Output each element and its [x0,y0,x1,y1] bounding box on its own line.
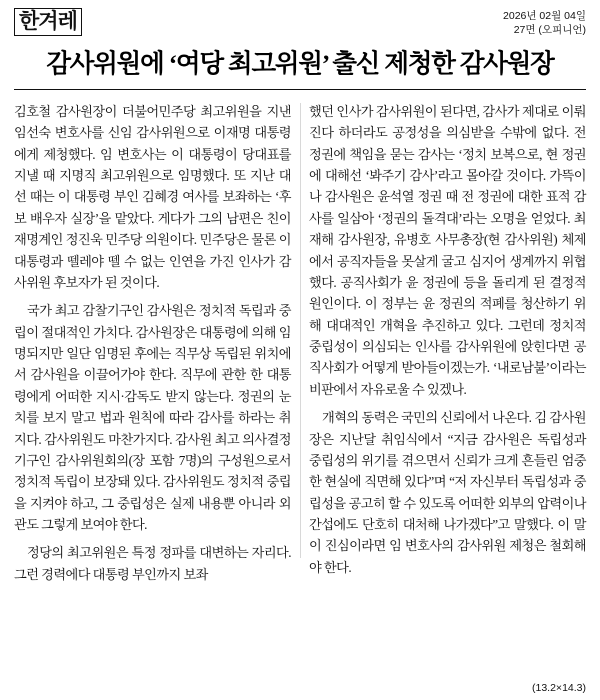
page-section: 27면 (오피니언) [513,24,586,37]
paragraph: 정당의 최고위원은 특정 정파를 대변하는 자리다. 그런 경력에다 대통령 부인까지 보좌 [14,545,291,582]
issue-date: 2026년 02월 04일 [503,10,586,22]
column-right [309,101,586,592]
masthead [14,8,586,42]
column-divider [300,103,301,558]
issue-info [503,8,586,37]
article-headline: 감사위원에 ‘여당 최고위원’ 출신 제청한 감사원장 [46,49,554,78]
headline-divider [14,89,586,90]
paragraph: 개혁의 동력은 국민의 신뢰에서 나온다. 김 감사원장은 지난달 취임식에서 “지금 감사원은 독립성과 중립성의 위기를 겪으면서 신뢰가 크게 흔들린 엄중한 현실에 직면해 있다”며 “저 자신부터 독립성과 중립성을 공고히 할 수 있도록 어떠한 외부의 압력이나 간섭에도 단호히 대처해 나가겠다”고 말했다. 이 말이 진심이라면 임 변호사의 감사위원 제청은 철회해야 한다. [309,410,586,575]
article-body [14,101,586,592]
paragraph: 했던 인사가 감사위원이 된다면, 감사가 제대로 이뤄진다 하더라도 공정성을 의심받을 수밖에 없다. 전 정권에 책임을 묻는 감사는 ‘정치 보복으로, 현 정권에 대해선 ‘봐주기 감사’라고 몰아갈 것이다. 가뜩이나 감사원은 윤석열 정권 때 전 정권에 대한 표적 감사를 일삼아 ‘정권의 돌격대’라는 오명을 얻었다. 최재해 감사원장, 유병호 사무총장(현 감사위원) 체제에서 공직자들을 못살게 굴고 심지어 생계까지 위협했다. 공직사회가 윤 정권에 등을 돌리게 된 결정적 원인이다. 이 정부는 윤 정권의 적폐를 청산하기 위해 대대적인 개혁을 추진하고 있다. 그런데 정치적 중립성이 의심되는 인사를 감사위원에 앉힌다면 공직사회가 어떻게 받아들이겠는가. ‘내로남불’이라는 비판에서 자유로울 수 있겠나. [309,103,586,397]
column-left [14,101,291,592]
paragraph: 국가 최고 감찰기구인 감사원은 정치적 독립과 중립이 절대적인 가치다. 감사원장은 대통령에 의해 임명되지만 일단 임명된 후에는 직무상 독립된 위치에서 감사원을 이끌어가야 한다. 직무에 관한 한 대통령에게 어떠한 지시·감독도 받지 않는다. 정권의 눈치를 보지 말고 법과 원칙에 따라 감사를 하라는 취지다. 감사위원도 마찬가지다. 감사원 최고 의사결정기구인 감사위원회의(장 포함 7명)의 구성원으로서 정치적 독립이 보장돼 있다. 감사위원도 정치적 중립을 지켜야 하고, 그 중립성은 실제 내용뿐 아니라 외관도 그렇게 보여야 한다. [14,303,291,532]
publication-logo: 한겨레 [14,8,82,36]
dimension-note: (13.2×14.3) [532,682,586,694]
paragraph: 김호철 감사원장이 더불어민주당 최고위원을 지낸 임선숙 변호사를 신임 감사위원으로 이재명 대통령에게 제청했다. 임 변호사는 이 대통령이 당대표를 지낼 때 지명직 최고위원으로 임명했다. 또 지난 대선 때는 이 대통령 부인 김혜경 여사를 보좌하는 ‘후보 배우자 실장’을 맡았다. 게다가 그의 남편은 친이재명계인 정진욱 민주당 의원이다. 민주당은 물론 이 대통령과 뗄레야 뗄 수 없는 인연을 가진 인사가 감사위원 후보자가 된 것이다. [14,103,291,290]
